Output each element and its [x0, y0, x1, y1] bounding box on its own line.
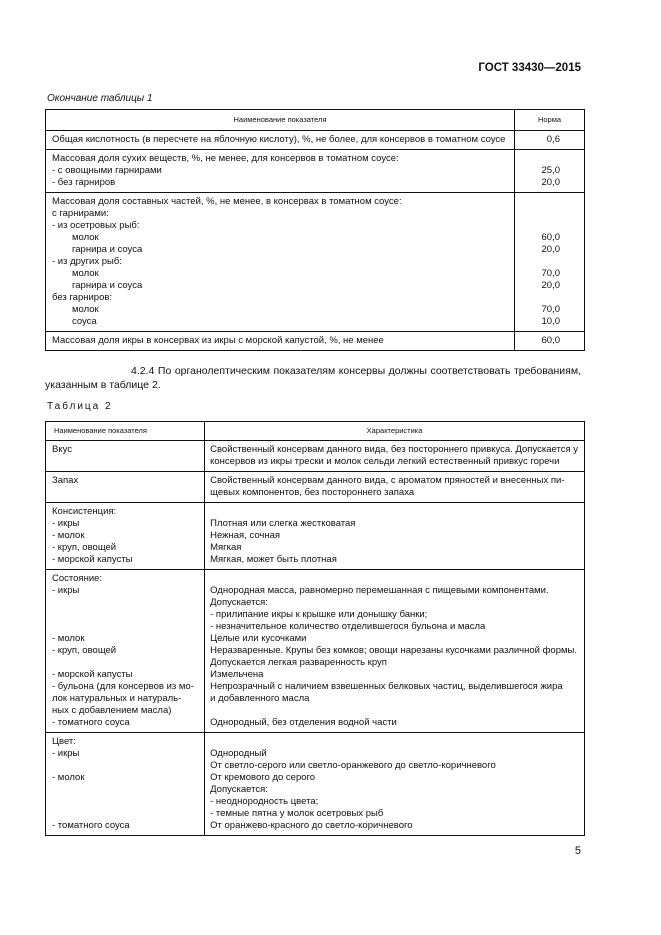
table2-char-line: Допускается:: [210, 784, 268, 795]
table2-char-line: Неразваренные. Крупы без комков; овощи нарезаны кусочками различной формы.: [210, 645, 577, 656]
table1-name-line: - без гарниров: [52, 177, 116, 188]
table1-name-line: с гарнирами:: [52, 208, 109, 219]
table1-name-line: гарнира и соуса: [72, 244, 143, 255]
table2-char-line: Нежная, сочная: [210, 530, 281, 541]
table1-norm-value: 70,0: [541, 268, 560, 279]
table1-norm-value: 10,0: [541, 316, 560, 327]
table2-name-line: - круп, овощей: [52, 645, 117, 656]
table1-name-line: Массовая доля икры в консервах из икры с морской капустой, %, не менее: [52, 335, 384, 346]
table2-char-line: - темные пятна у молок осетровых рыб: [210, 808, 384, 819]
table2-row: [46, 441, 585, 472]
table1-cell-name: [46, 193, 515, 332]
table2-row: [46, 472, 585, 503]
table2-row: [46, 503, 585, 570]
table2-cell-name: [46, 441, 205, 472]
table1-norm-value: 20,0: [541, 280, 560, 291]
table2-name-line: Консистенция:: [52, 506, 117, 517]
table2-name-line: - икры: [52, 748, 80, 759]
table2-name-line: - круп, овощей: [52, 542, 117, 553]
table2-char-line: - неоднородность цвета;: [210, 796, 319, 807]
table1-name-line: - из других рыб:: [52, 256, 122, 267]
table2-name-line: Вкус: [52, 444, 72, 455]
table2-char-line: Свойственный консервам данного вида, без постороннего привкуса. Допускается у: [210, 444, 578, 455]
table2-header-char: Характеристика: [205, 422, 585, 441]
table1-name-line: - с овощными гарнирами: [52, 165, 162, 176]
table2-cell-char: [205, 570, 585, 733]
table2-name-line: - молок: [52, 530, 85, 541]
table1-row: [46, 193, 585, 332]
table2-name-line: [52, 760, 201, 772]
table2-char-line: От оранжево-красного до светло-коричневого: [210, 820, 413, 831]
table1-cell-name: [46, 332, 515, 351]
table2-char-line: От светло-серого или светло-оранжевого до светло-коричневого: [210, 760, 496, 771]
table1-name-line: - из осетровых рыб:: [52, 220, 140, 231]
table1-caption: Окончание таблицы 1: [47, 93, 153, 104]
table1-name-line: гарнира и соуса: [72, 280, 143, 291]
table1-norm-value: 70,0: [541, 304, 560, 315]
table1-name-line: без гарниров:: [52, 292, 113, 303]
table2-char-line: Непрозрачный с наличием взвешенных белковых частиц, выделившегося жира: [210, 681, 563, 692]
table1-norm-value: 60,0: [541, 232, 560, 243]
table2-name-line: - морской капусты: [52, 554, 133, 565]
table2-char-line: Однородная масса, равномерно перемешанная с пищевыми компонентами.: [210, 585, 549, 596]
table2-char-line: [210, 736, 578, 748]
table2-name-line: [52, 597, 201, 609]
table1-row: [46, 332, 585, 351]
table2-name-line: - икры: [52, 585, 80, 596]
table2-char-line: Однородный: [210, 748, 267, 759]
table1-cell-norm: [515, 332, 585, 351]
table1-norm-value: [515, 220, 584, 232]
page-number: 5: [574, 845, 581, 857]
table2-body: [46, 441, 585, 836]
table2-row: [46, 570, 585, 733]
table1-row: [46, 131, 585, 150]
table2-char-line: Мягкая, может быть плотная: [210, 554, 337, 565]
table1-name-line: Массовая доля составных частей, %, не менее, в консервах в томатном соусе:: [52, 196, 402, 207]
table2-caption: Таблица 2: [47, 401, 113, 412]
table2-name-line: - молок: [52, 633, 85, 644]
table1-body: [46, 131, 585, 351]
table1-name-line: Общая кислотность (в пересчете на яблочную кислоту), %, не более, для консервов в томатном соусе: [52, 134, 506, 145]
table2-name-line: [52, 796, 201, 808]
table2-cell-name: [46, 472, 205, 503]
table1-norm-value: [515, 153, 584, 165]
table2-name-line: лок натуральных и натураль-: [52, 693, 182, 704]
table2-name-line: - томатного соуса: [52, 820, 130, 831]
table2-char-line: и добавленного масла: [210, 693, 310, 704]
table2-char-line: Мягкая: [210, 542, 242, 553]
table2-char-line: Однородный, без отделения водной части: [210, 717, 397, 728]
table2-char-line: - прилипание икры к крышке или донышку банки;: [210, 609, 428, 620]
table2-name-line: ных с добавлением масла): [52, 705, 172, 716]
table2-cell-name: [46, 733, 205, 836]
table2-char-line: От кремового до серого: [210, 772, 316, 783]
table2-name-line: Запах: [52, 475, 79, 486]
table1-norm-value: [515, 196, 584, 208]
table2-char-line: консервов из икры трески и молок сельди легкий естественный привкус горечи: [210, 456, 560, 467]
table1-norm-value: 20,0: [541, 177, 560, 188]
table2-char-line: Измельчена: [210, 669, 264, 680]
table1-norm-value: 25,0: [541, 165, 560, 176]
table2-name-line: [52, 609, 201, 621]
table2-char-line: Целые или кусочками: [210, 633, 307, 644]
paragraph-4-2-4: 4.2.4 По органолептическим показателям консервы должны соответствовать требованиям, указанным в таблице 2.: [45, 365, 581, 391]
table1-header-norm: Норма: [515, 110, 585, 131]
table2-name-line: [52, 657, 201, 669]
table2-cell-char: [205, 733, 585, 836]
table1-norm-value: 60,0: [541, 335, 560, 346]
table2-cell-char: [205, 472, 585, 503]
table1-norm-value: [515, 208, 584, 220]
table2: [45, 421, 585, 836]
table1-name-line: молок: [72, 232, 99, 243]
table1-cell-name: [46, 150, 515, 193]
table2-row: [46, 733, 585, 836]
table2-cell-name: [46, 570, 205, 733]
table2-char-line: [210, 506, 578, 518]
standard-number: ГОСТ 33430—2015: [478, 62, 581, 74]
table2-cell-name: [46, 503, 205, 570]
table1-cell-norm: [515, 150, 585, 193]
table2-name-line: - молок: [52, 772, 85, 783]
table1-header-name: Наименование показателя: [46, 110, 515, 131]
table2-char-line: Допускается:: [210, 597, 268, 608]
table2-name-line: - томатного соуса: [52, 717, 130, 728]
table1: [45, 109, 585, 351]
table1-cell-norm: [515, 193, 585, 332]
table1-name-line: соуса: [72, 316, 97, 327]
table2-name-line: - икры: [52, 518, 80, 529]
table1-cell-norm: [515, 131, 585, 150]
table2-char-line: Допускается легкая разваренность круп: [210, 657, 387, 668]
table1-norm-value: [515, 256, 584, 268]
table2-cell-char: [205, 441, 585, 472]
table1-name-line: молок: [72, 268, 99, 279]
table2-name-line: [52, 784, 201, 796]
table2-char-line: [210, 705, 578, 717]
table2-name-line: [52, 808, 201, 820]
table2-name-line: - морской капусты: [52, 669, 133, 680]
table2-cell-char: [205, 503, 585, 570]
table1-norm-value: 0,6: [546, 134, 560, 145]
table2-name-line: [52, 621, 201, 633]
table2-char-line: Плотная или слегка жестковатая: [210, 518, 356, 529]
table1-name-line: Массовая доля сухих веществ, %, не менее, для консервов в томатном соусе:: [52, 153, 399, 164]
table2-char-line: щевых компонентов, без постороннего запаха: [210, 487, 415, 498]
table2-char-line: [210, 573, 578, 585]
table2-name-line: Состояние:: [52, 573, 103, 584]
table2-char-line: - незначительное количество отделившегося бульона и масла: [210, 621, 486, 632]
table1-cell-name: [46, 131, 515, 150]
table2-name-line: Цвет:: [52, 736, 76, 747]
table2-name-line: - бульона (для консервов из мо-: [52, 681, 194, 692]
table2-header-name: Наименование показателя: [46, 422, 205, 441]
table1-norm-value: 20,0: [541, 244, 560, 255]
table1-norm-value: [515, 292, 584, 304]
table2-char-line: Свойственный консервам данного вида, с ароматом пряностей и внесенных пи-: [210, 475, 565, 486]
table1-row: [46, 150, 585, 193]
table1-name-line: молок: [72, 304, 99, 315]
